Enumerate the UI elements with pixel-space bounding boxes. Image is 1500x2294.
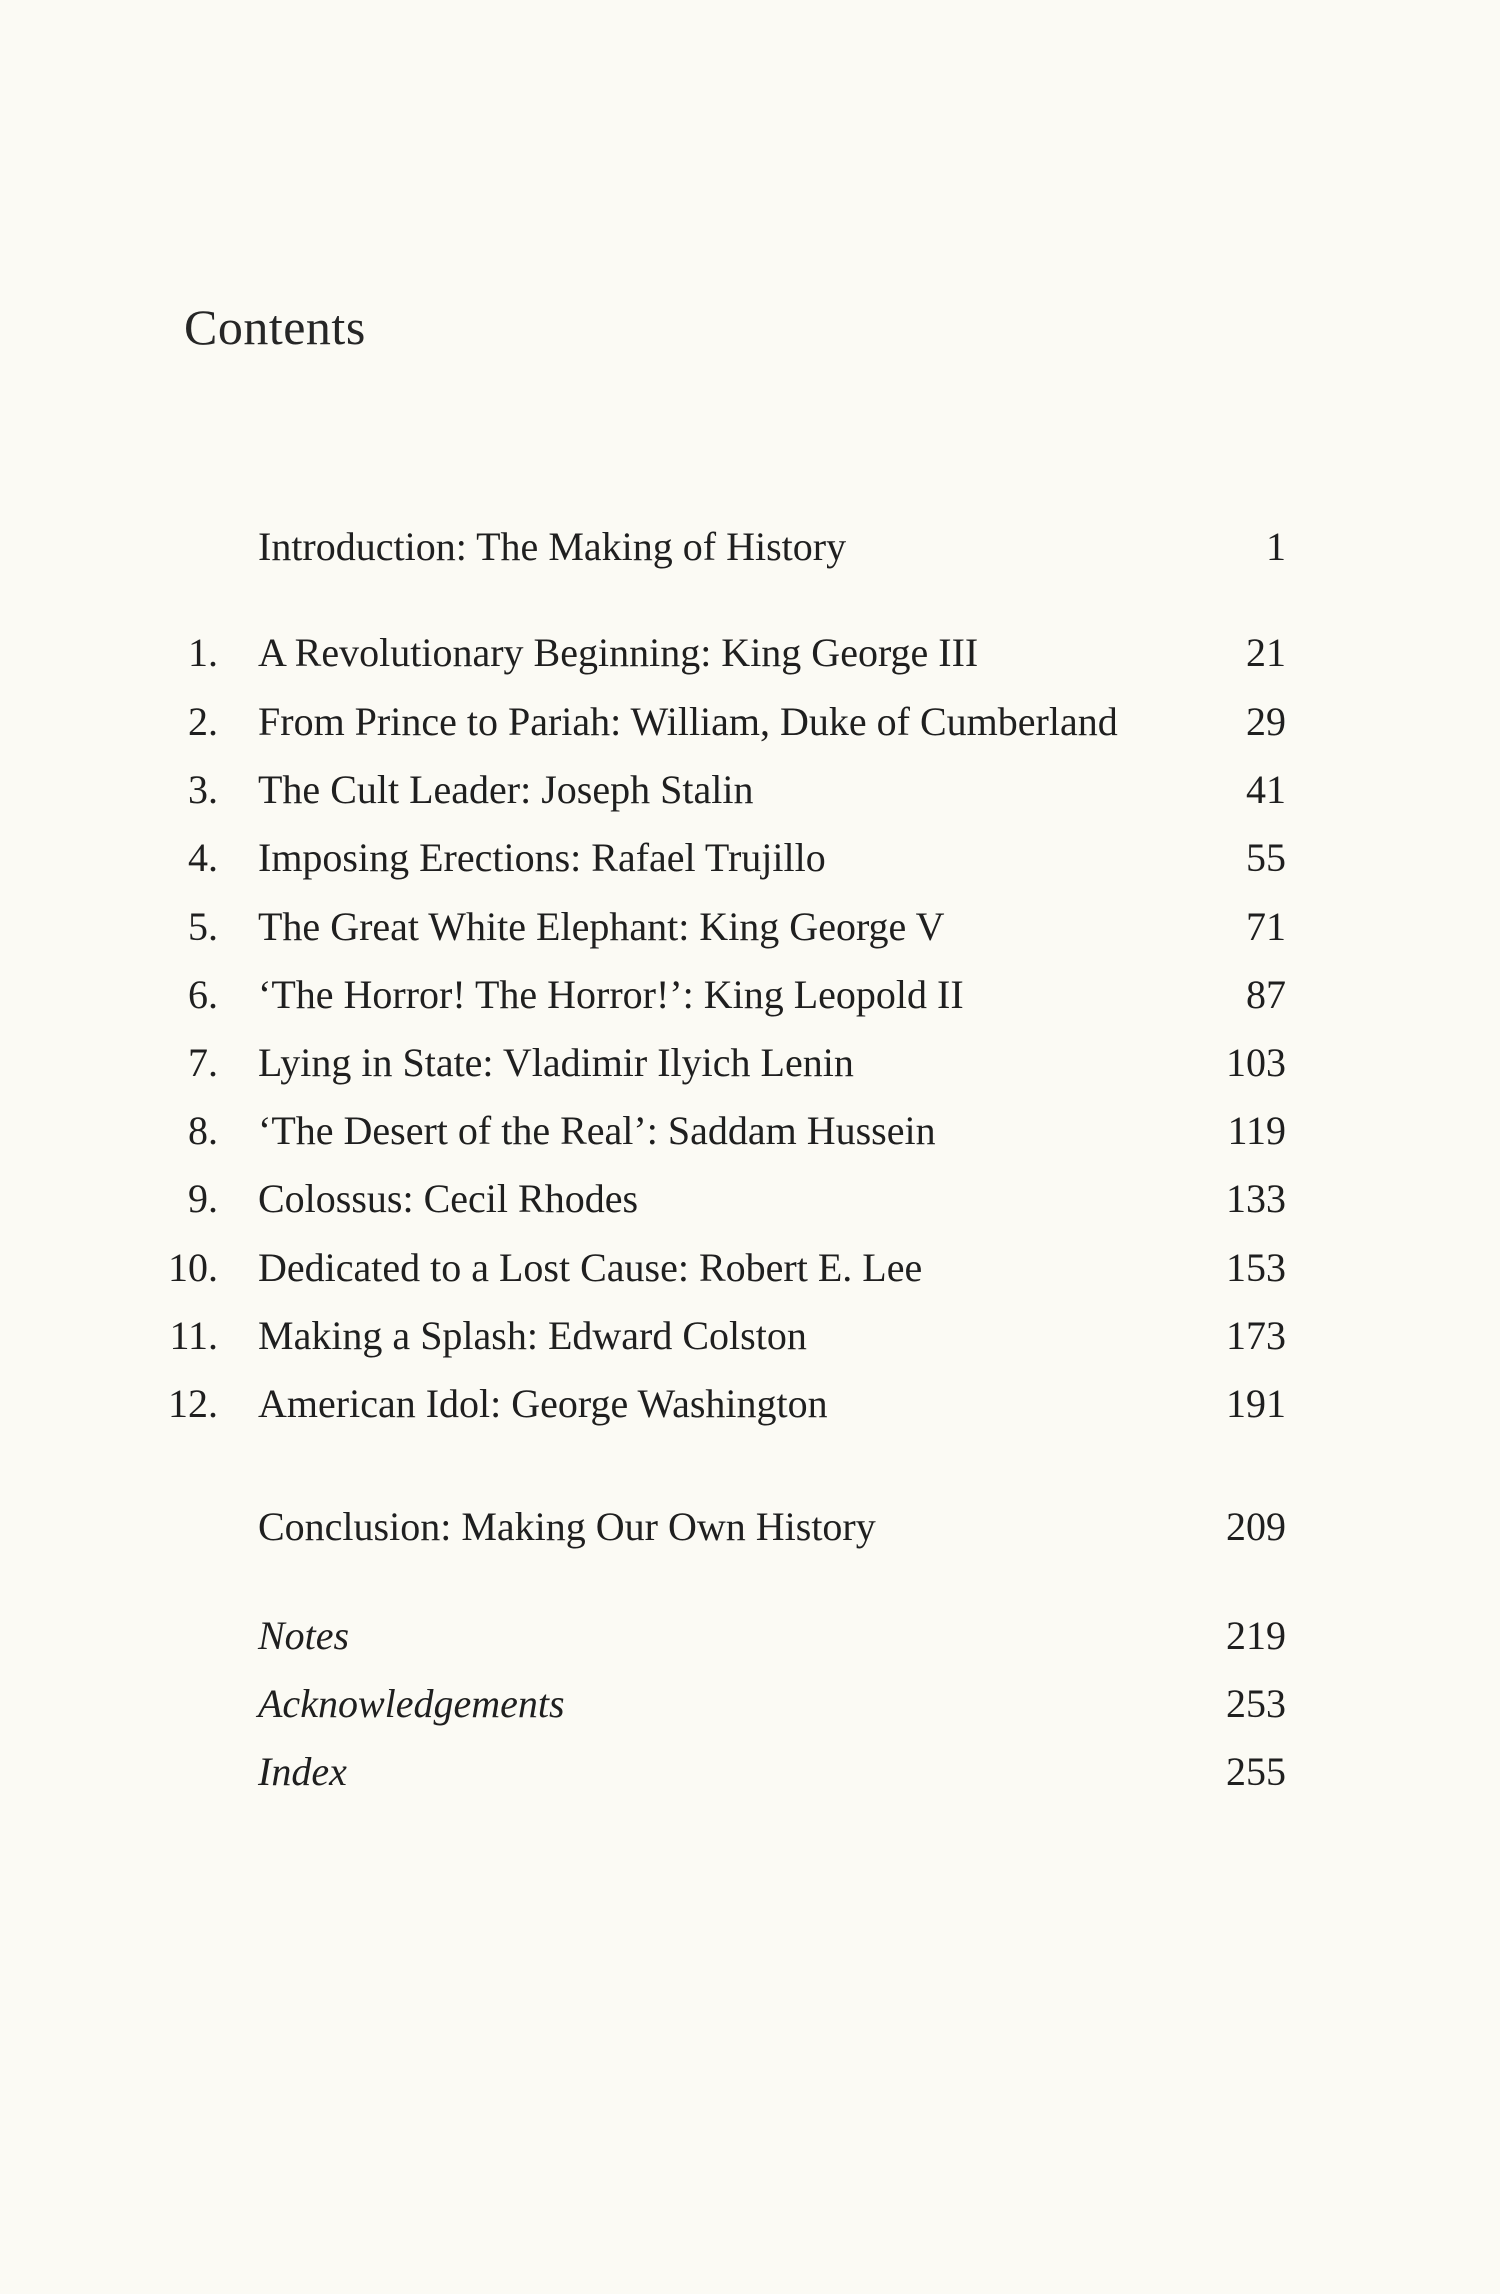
toc-entry-chapter-11[interactable]: [0, 1307, 1500, 1365]
toc-entry-page: 55: [1246, 835, 1286, 880]
toc-entry-conclusion[interactable]: [0, 1498, 1500, 1556]
toc-entry-index[interactable]: [0, 1743, 1500, 1801]
toc-entry-title: Making a Splash: Edward Colston: [258, 1313, 807, 1358]
toc-entry-notes[interactable]: [0, 1607, 1500, 1665]
toc-entry-page: 87: [1246, 972, 1286, 1017]
toc-entry-number: 9.: [188, 1176, 218, 1221]
toc-entry-number: 8.: [188, 1108, 218, 1153]
toc-entry-title: Dedicated to a Lost Cause: Robert E. Lee: [258, 1245, 923, 1290]
toc-entry-title: Conclusion: Making Our Own History: [258, 1504, 876, 1549]
toc-entry-chapter-6[interactable]: [0, 966, 1500, 1024]
toc-entry-page: 133: [1226, 1176, 1286, 1221]
toc-entry-introduction[interactable]: [0, 518, 1500, 576]
toc-entry-number: 3.: [188, 767, 218, 812]
toc-entry-page: 253: [1226, 1681, 1286, 1726]
toc-entry-page: 173: [1226, 1313, 1286, 1358]
toc-entry-page: 153: [1226, 1245, 1286, 1290]
toc-entry-number: 12.: [168, 1381, 218, 1426]
toc-entry-chapter-5[interactable]: [0, 898, 1500, 956]
toc-entry-number: 7.: [188, 1040, 218, 1085]
toc-entry-number: 2.: [188, 699, 218, 744]
toc-entry-page: 191: [1226, 1381, 1286, 1426]
toc-entry-number: 1.: [188, 630, 218, 675]
toc-entry-page: 29: [1246, 699, 1286, 744]
toc-entry-acknowledgements[interactable]: [0, 1675, 1500, 1733]
toc-entry-number: 5.: [188, 904, 218, 949]
toc-entry-title: American Idol: George Washington: [258, 1381, 828, 1426]
toc-entry-chapter-9[interactable]: [0, 1170, 1500, 1228]
toc-entry-number: 10.: [168, 1245, 218, 1290]
toc-entry-title: ‘The Horror! The Horror!’: King Leopold II: [258, 972, 964, 1017]
toc-entry-number: 4.: [188, 835, 218, 880]
toc-entry-page: 21: [1246, 630, 1286, 675]
toc-entry-page: 255: [1226, 1749, 1286, 1794]
toc-entry-page: 209: [1226, 1504, 1286, 1549]
toc-entry-chapter-2[interactable]: [0, 693, 1500, 751]
toc-entry-page: 103: [1226, 1040, 1286, 1085]
toc-entry-title: Imposing Erections: Rafael Trujillo: [258, 835, 826, 880]
toc-entry-title: The Great White Elephant: King George V: [258, 904, 945, 949]
toc-entry-page: 1: [1266, 524, 1286, 569]
toc-entry-title: A Revolutionary Beginning: King George III: [258, 630, 979, 675]
toc-entry-title: ‘The Desert of the Real’: Saddam Hussein: [258, 1108, 936, 1153]
toc-entry-title: Lying in State: Vladimir Ilyich Lenin: [258, 1040, 854, 1085]
toc-entry-title: Notes: [258, 1613, 350, 1658]
toc-entry-number: 11.: [169, 1313, 218, 1358]
toc-entry-chapter-8[interactable]: [0, 1102, 1500, 1160]
toc-entry-title: The Cult Leader: Joseph Stalin: [258, 767, 754, 812]
toc-entry-chapter-3[interactable]: [0, 761, 1500, 819]
toc-entry-chapter-4[interactable]: [0, 829, 1500, 887]
toc-entry-title: Acknowledgements: [258, 1681, 565, 1726]
toc-entry-page: 71: [1246, 904, 1286, 949]
toc-entry-title: Index: [258, 1749, 347, 1794]
toc-entry-page: 41: [1246, 767, 1286, 812]
toc-entry-chapter-10[interactable]: [0, 1239, 1500, 1297]
toc-entry-title: Introduction: The Making of History: [258, 524, 847, 569]
toc-entry-chapter-7[interactable]: [0, 1034, 1500, 1092]
toc-entry-title: Colossus: Cecil Rhodes: [258, 1176, 639, 1221]
toc-entry-chapter-12[interactable]: [0, 1375, 1500, 1433]
toc-entry-page: 219: [1226, 1613, 1286, 1658]
toc-entry-page: 119: [1227, 1108, 1286, 1153]
page-title: Contents: [184, 299, 366, 355]
toc-entry-number: 6.: [188, 972, 218, 1017]
toc-entry-title: From Prince to Pariah: William, Duke of Cumberland: [258, 699, 1118, 744]
toc-entry-chapter-1[interactable]: [0, 624, 1500, 682]
